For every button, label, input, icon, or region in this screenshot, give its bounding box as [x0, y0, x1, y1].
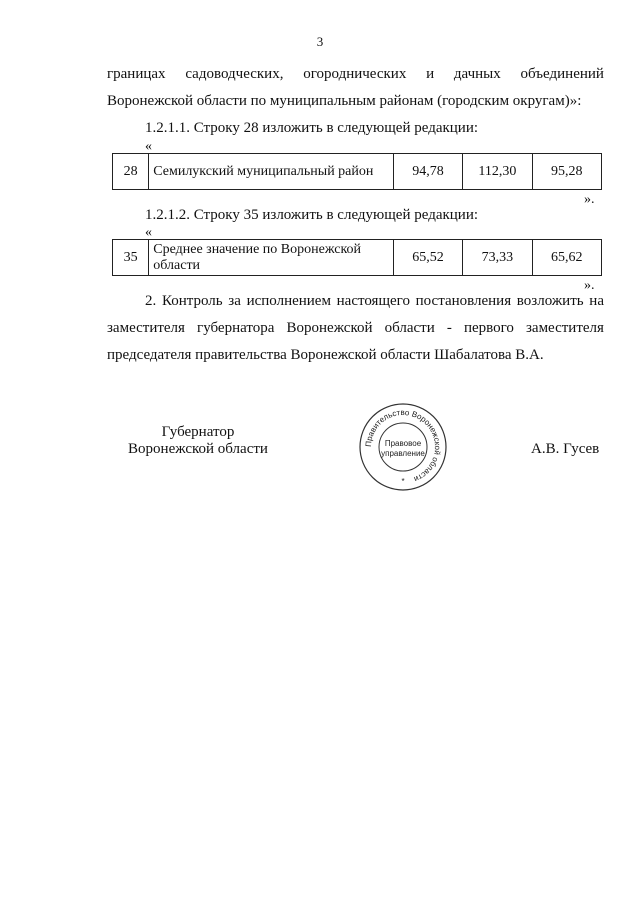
- word: и: [426, 66, 435, 82]
- item1-heading: 1.2.1.1. Строку 28 изложить в следующей редакции:: [145, 120, 479, 136]
- word: заместителя: [525, 320, 604, 336]
- word: Воронежской: [286, 320, 373, 336]
- stamp-center-line-2: управление: [381, 449, 425, 458]
- word: 2.: [145, 293, 157, 309]
- table-row: [113, 240, 602, 276]
- table-row: [113, 154, 602, 190]
- item2-open-quote: «: [145, 225, 152, 240]
- signatory-name: А.В. Гусев: [531, 441, 600, 457]
- stamp-center-line-1: Правовое: [384, 439, 422, 448]
- word: огороднических: [303, 66, 407, 82]
- signature-title: [118, 424, 278, 458]
- item1-close-quote: ».: [584, 192, 595, 207]
- word: заместителя: [107, 320, 185, 336]
- row-number: 35: [113, 240, 149, 276]
- control-line-3: председателя правительства Воронежской области Шабалатова В.А.: [107, 347, 544, 363]
- row-name: Семилукский муниципальный район: [149, 154, 394, 190]
- word: настоящего: [336, 293, 410, 309]
- row-name: Среднее значение по Воронежской области: [149, 240, 394, 276]
- page-number: 3: [316, 34, 324, 49]
- word: губернатора: [197, 320, 275, 336]
- row-value-1: 65,52: [393, 240, 462, 276]
- item2-close-quote: ».: [584, 278, 595, 293]
- word: области: [384, 320, 435, 336]
- intro-line-1: [107, 66, 604, 83]
- word: первого: [463, 320, 514, 336]
- control-line-1: [145, 293, 604, 310]
- stamp-ring-text: Правительство Воронежской области: [363, 407, 443, 484]
- row-value-2: 112,30: [463, 154, 532, 190]
- word: исполнением: [246, 293, 331, 309]
- word: дачных: [453, 66, 501, 82]
- word: садоводческих,: [185, 66, 284, 82]
- word: -: [446, 320, 452, 336]
- item2-table: [112, 239, 602, 276]
- word: Контроль: [161, 293, 223, 309]
- word: границах: [107, 66, 166, 82]
- row-value-3: 65,62: [532, 240, 601, 276]
- item1-open-quote: «: [145, 139, 152, 154]
- official-stamp: [358, 402, 448, 492]
- word: возложить: [516, 293, 584, 309]
- word: на: [589, 293, 604, 309]
- signature-title-line-2: Воронежской области: [128, 441, 268, 457]
- row-number: 28: [113, 154, 149, 190]
- row-value-1: 94,78: [393, 154, 462, 190]
- stamp-star: *: [401, 477, 405, 486]
- row-value-2: 73,33: [463, 240, 532, 276]
- row-value-3: 95,28: [532, 154, 601, 190]
- word: постановления: [415, 293, 512, 309]
- item2-heading: 1.2.1.2. Строку 35 изложить в следующей редакции:: [145, 207, 479, 223]
- signature-title-line-1: Губернатор: [161, 424, 235, 440]
- item1-table: [112, 153, 602, 190]
- control-line-2: [107, 320, 604, 337]
- word: за: [228, 293, 241, 309]
- word: объединений: [520, 66, 604, 82]
- intro-line-2: Воронежской области по муниципальным районам (городским округам)»:: [107, 93, 582, 109]
